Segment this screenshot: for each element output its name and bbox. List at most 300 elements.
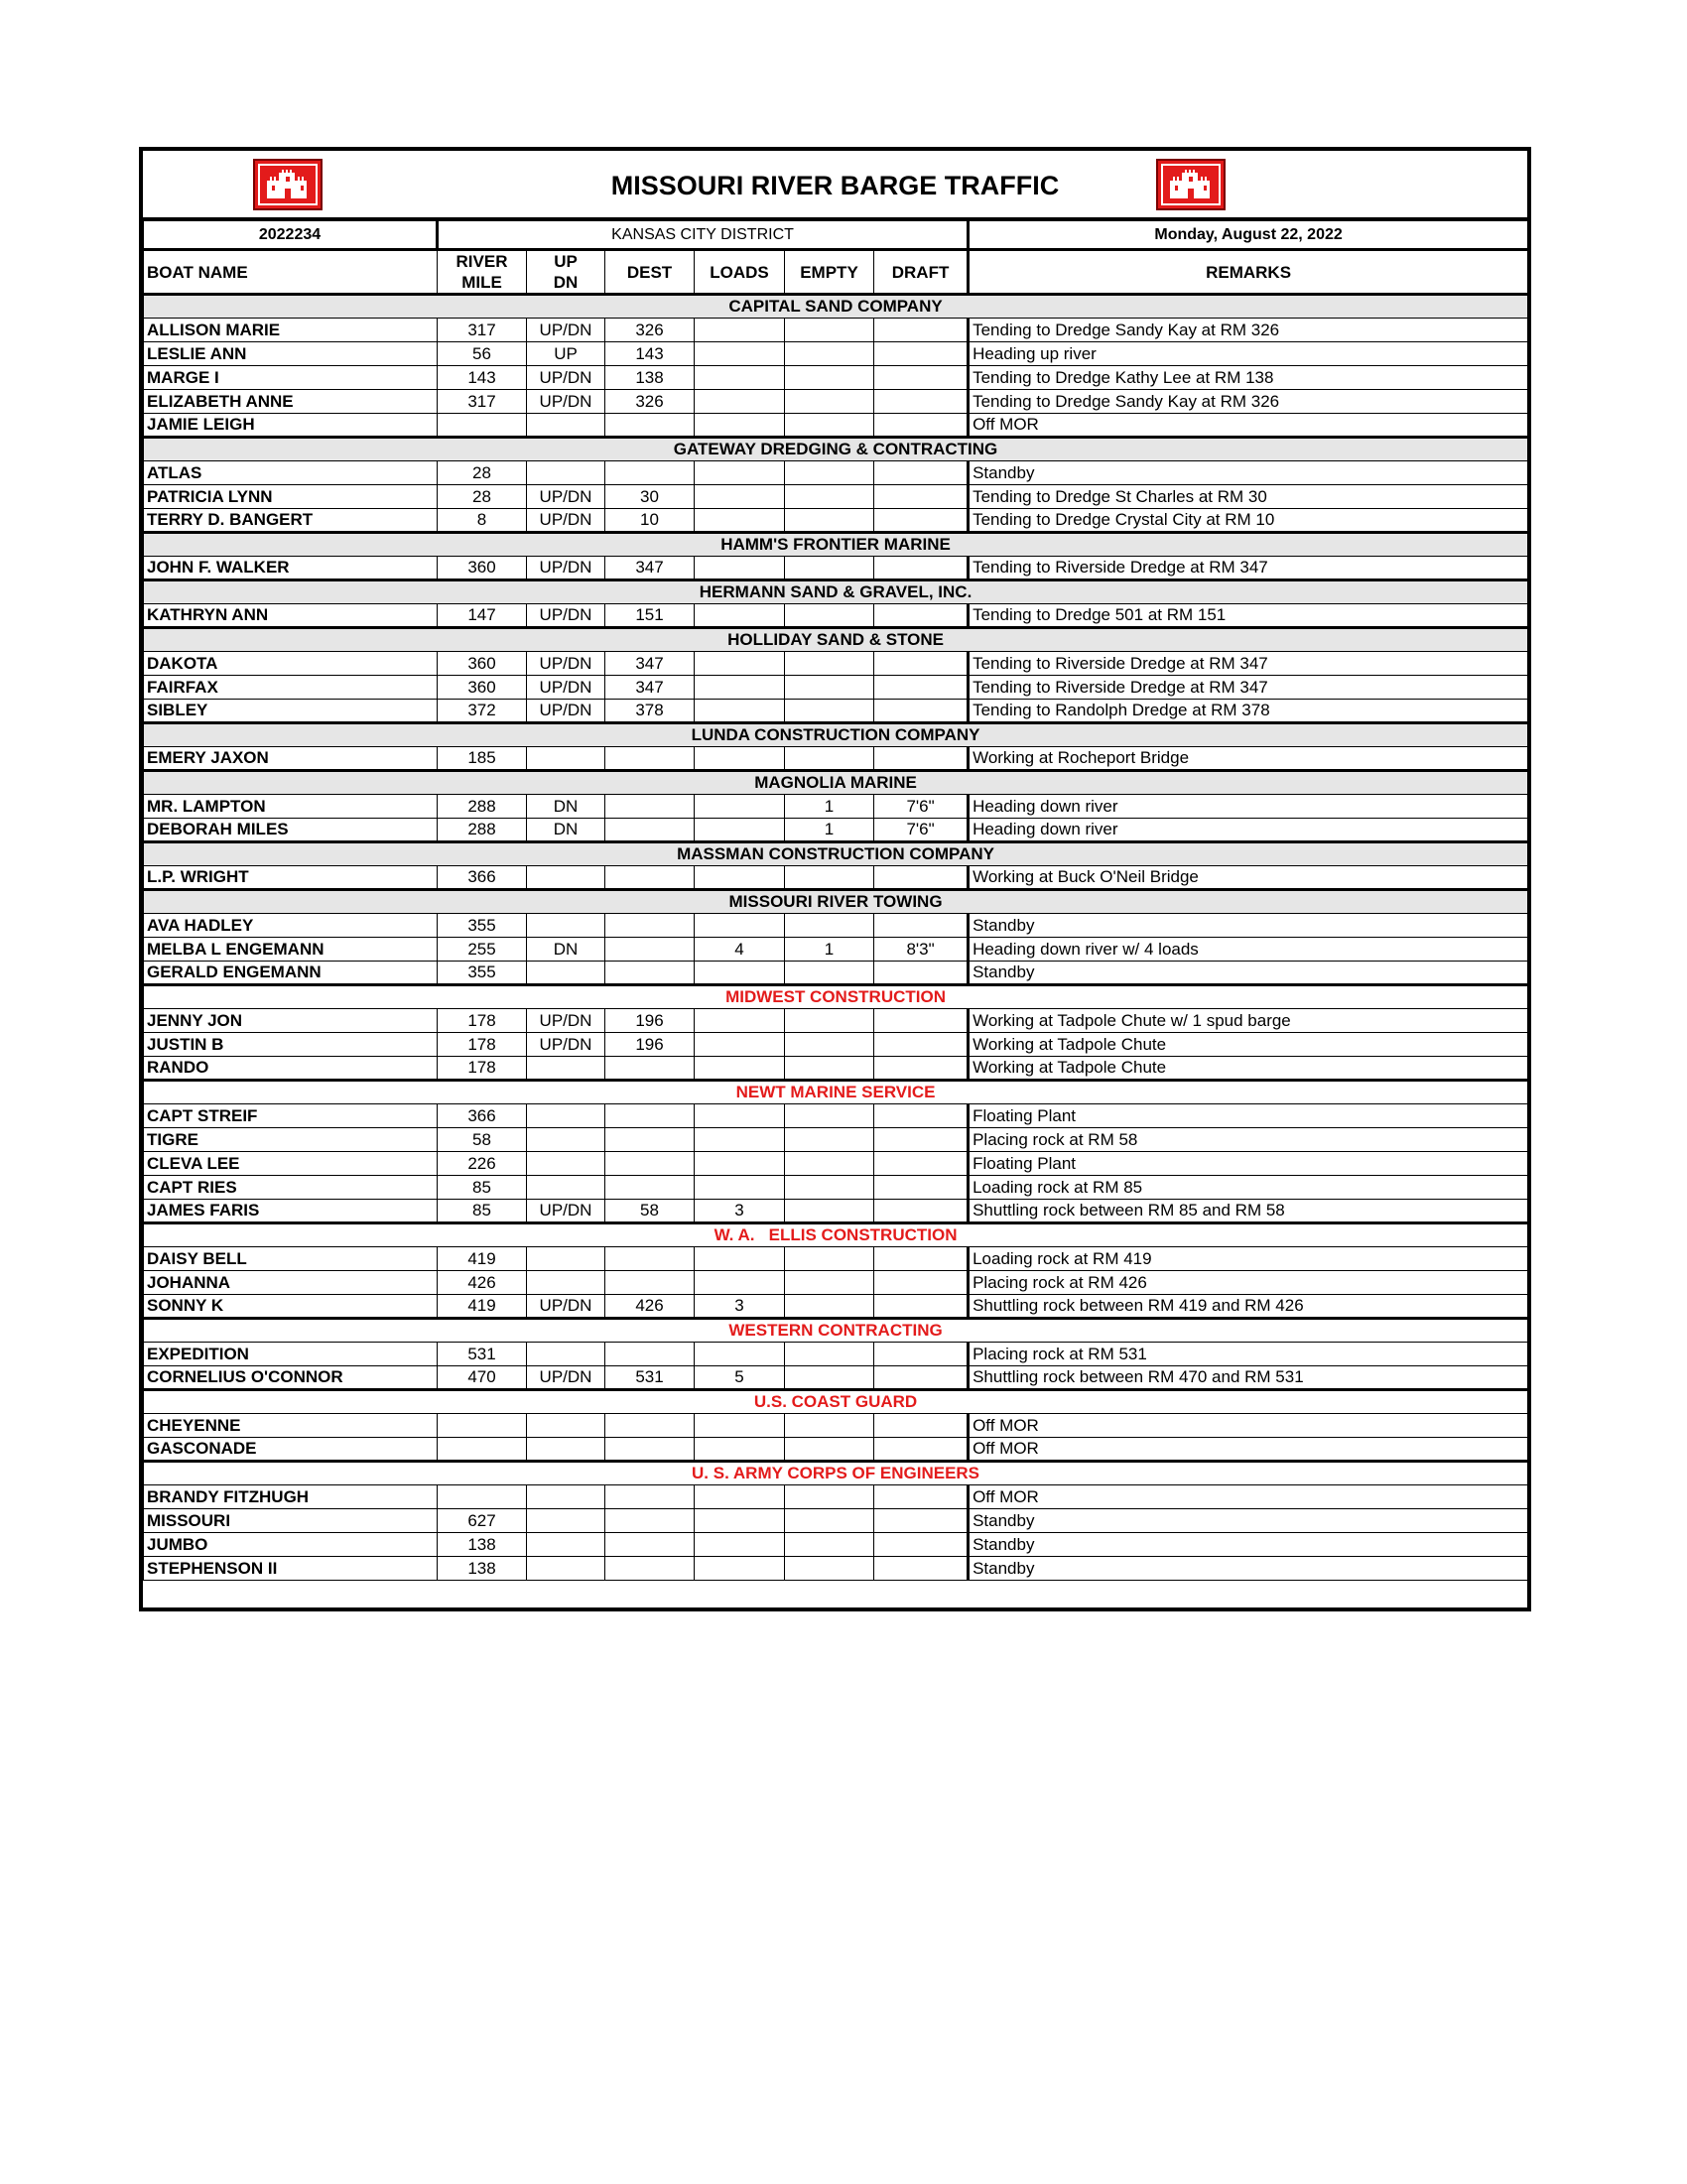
river-mile: 185	[438, 747, 527, 771]
direction: UP/DN	[527, 366, 605, 390]
boat-row	[144, 390, 1528, 414]
direction: UP/DN	[527, 557, 605, 580]
draft	[874, 1295, 969, 1319]
boat-row	[144, 1152, 1528, 1176]
boat-row	[144, 866, 1528, 890]
draft	[874, 1057, 969, 1081]
boat-name: CAPT RIES	[144, 1176, 438, 1200]
boat-row	[144, 461, 1528, 485]
draft: 7'6"	[874, 819, 969, 842]
destination	[605, 1128, 695, 1152]
river-mile	[438, 1485, 527, 1509]
destination: 326	[605, 390, 695, 414]
destination	[605, 1557, 695, 1581]
boat-name: CAPT STREIF	[144, 1104, 438, 1128]
draft	[874, 652, 969, 676]
loads: 5	[695, 1366, 785, 1390]
empty	[785, 866, 874, 890]
empty	[785, 1104, 874, 1128]
company-row	[144, 438, 1528, 461]
boat-row	[144, 795, 1528, 819]
river-mile: 627	[438, 1509, 527, 1533]
direction	[527, 414, 605, 438]
river-mile: 255	[438, 938, 527, 962]
river-mile: 355	[438, 962, 527, 985]
draft	[874, 604, 969, 628]
river-mile: 56	[438, 342, 527, 366]
boat-name: FAIRFAX	[144, 676, 438, 700]
direction: UP/DN	[527, 390, 605, 414]
boat-row	[144, 1414, 1528, 1438]
boat-row	[144, 914, 1528, 938]
empty	[785, 319, 874, 342]
remarks: Standby	[969, 1557, 1528, 1581]
empty	[785, 1247, 874, 1271]
remarks: Tending to Dredge 501 at RM 151	[969, 604, 1528, 628]
remarks: Shuttling rock between RM 419 and RM 426	[969, 1295, 1528, 1319]
river-mile: 426	[438, 1271, 527, 1295]
loads	[695, 700, 785, 723]
destination: 378	[605, 700, 695, 723]
empty	[785, 509, 874, 533]
boat-row	[144, 1247, 1528, 1271]
river-mile: 317	[438, 390, 527, 414]
river-mile: 28	[438, 461, 527, 485]
draft	[874, 1557, 969, 1581]
destination	[605, 819, 695, 842]
remarks: Working at Tadpole Chute w/ 1 spud barge	[969, 1009, 1528, 1033]
company-name: MASSMAN CONSTRUCTION COMPANY	[144, 842, 1528, 866]
remarks: Loading rock at RM 85	[969, 1176, 1528, 1200]
boat-name: JAMIE LEIGH	[144, 414, 438, 438]
empty	[785, 1009, 874, 1033]
loads	[695, 1152, 785, 1176]
river-mile: 8	[438, 509, 527, 533]
barge-traffic-table	[143, 220, 1528, 1581]
loads	[695, 509, 785, 533]
company-name: MIDWEST CONSTRUCTION	[144, 985, 1528, 1009]
loads: 3	[695, 1200, 785, 1223]
river-mile: 317	[438, 319, 527, 342]
loads	[695, 1414, 785, 1438]
boat-row	[144, 604, 1528, 628]
empty	[785, 652, 874, 676]
boat-name: JOHN F. WALKER	[144, 557, 438, 580]
company-row	[144, 533, 1528, 557]
boat-name: CLEVA LEE	[144, 1152, 438, 1176]
boat-row	[144, 1176, 1528, 1200]
loads	[695, 866, 785, 890]
boat-name: AVA HADLEY	[144, 914, 438, 938]
empty	[785, 1557, 874, 1581]
remarks: Heading down river	[969, 795, 1528, 819]
river-mile: 58	[438, 1128, 527, 1152]
company-row	[144, 1462, 1528, 1485]
remarks: Off MOR	[969, 1414, 1528, 1438]
title-bar	[143, 151, 1527, 220]
boat-name: EMERY JAXON	[144, 747, 438, 771]
empty	[785, 414, 874, 438]
river-mile	[438, 1438, 527, 1462]
destination: 326	[605, 319, 695, 342]
empty	[785, 1533, 874, 1557]
empty	[785, 1271, 874, 1295]
destination	[605, 938, 695, 962]
boat-row	[144, 1057, 1528, 1081]
direction	[527, 1176, 605, 1200]
empty	[785, 461, 874, 485]
direction	[527, 1128, 605, 1152]
direction: DN	[527, 938, 605, 962]
river-mile: 178	[438, 1009, 527, 1033]
river-mile	[438, 414, 527, 438]
empty	[785, 914, 874, 938]
empty	[785, 1152, 874, 1176]
direction	[527, 866, 605, 890]
company-row	[144, 1319, 1528, 1343]
river-mile: 138	[438, 1533, 527, 1557]
river-mile: 360	[438, 557, 527, 580]
company-row	[144, 771, 1528, 795]
boat-name: JAMES FARIS	[144, 1200, 438, 1223]
col-remarks: REMARKS	[969, 250, 1528, 295]
remarks: Placing rock at RM 426	[969, 1271, 1528, 1295]
empty	[785, 1438, 874, 1462]
river-mile: 138	[438, 1557, 527, 1581]
empty	[785, 700, 874, 723]
loads	[695, 1438, 785, 1462]
draft	[874, 1271, 969, 1295]
loads	[695, 1343, 785, 1366]
river-mile: 178	[438, 1057, 527, 1081]
boat-row	[144, 1200, 1528, 1223]
destination	[605, 1152, 695, 1176]
remarks: Shuttling rock between RM 85 and RM 58	[969, 1200, 1528, 1223]
loads	[695, 747, 785, 771]
direction	[527, 1557, 605, 1581]
remarks: Tending to Randolph Dredge at RM 378	[969, 700, 1528, 723]
remarks: Loading rock at RM 419	[969, 1247, 1528, 1271]
destination	[605, 461, 695, 485]
loads	[695, 319, 785, 342]
draft	[874, 1247, 969, 1271]
river-mile: 366	[438, 866, 527, 890]
company-name: HAMM'S FRONTIER MARINE	[144, 533, 1528, 557]
empty	[785, 557, 874, 580]
destination: 347	[605, 652, 695, 676]
loads	[695, 1533, 785, 1557]
destination	[605, 1247, 695, 1271]
company-row	[144, 1081, 1528, 1104]
river-mile: 419	[438, 1295, 527, 1319]
direction: DN	[527, 795, 605, 819]
destination: 30	[605, 485, 695, 509]
draft	[874, 1104, 969, 1128]
remarks: Standby	[969, 1509, 1528, 1533]
boat-name: JENNY JON	[144, 1009, 438, 1033]
boat-name: ELIZABETH ANNE	[144, 390, 438, 414]
company-row	[144, 1223, 1528, 1247]
direction: UP/DN	[527, 319, 605, 342]
direction	[527, 1414, 605, 1438]
boat-name: GASCONADE	[144, 1438, 438, 1462]
company-row	[144, 842, 1528, 866]
remarks: Tending to Riverside Dredge at RM 347	[969, 676, 1528, 700]
boat-name: JUMBO	[144, 1533, 438, 1557]
empty	[785, 604, 874, 628]
draft	[874, 1533, 969, 1557]
destination: 196	[605, 1033, 695, 1057]
draft	[874, 557, 969, 580]
company-name: MAGNOLIA MARINE	[144, 771, 1528, 795]
direction	[527, 461, 605, 485]
destination: 58	[605, 1200, 695, 1223]
destination: 138	[605, 366, 695, 390]
boat-row	[144, 652, 1528, 676]
draft	[874, 342, 969, 366]
remarks: Tending to Riverside Dredge at RM 347	[969, 557, 1528, 580]
empty	[785, 1295, 874, 1319]
empty	[785, 366, 874, 390]
company-row	[144, 580, 1528, 604]
draft	[874, 1009, 969, 1033]
boat-row	[144, 819, 1528, 842]
destination	[605, 866, 695, 890]
direction: UP/DN	[527, 485, 605, 509]
boat-name: EXPEDITION	[144, 1343, 438, 1366]
boat-row	[144, 342, 1528, 366]
loads	[695, 557, 785, 580]
draft	[874, 366, 969, 390]
boat-row	[144, 1295, 1528, 1319]
loads	[695, 676, 785, 700]
boat-row	[144, 938, 1528, 962]
empty	[785, 1485, 874, 1509]
destination: 347	[605, 557, 695, 580]
direction: UP/DN	[527, 652, 605, 676]
company-name: NEWT MARINE SERVICE	[144, 1081, 1528, 1104]
remarks: Tending to Dredge Crystal City at RM 10	[969, 509, 1528, 533]
draft	[874, 866, 969, 890]
boat-name: TERRY D. BANGERT	[144, 509, 438, 533]
remarks: Standby	[969, 1533, 1528, 1557]
boat-row	[144, 1485, 1528, 1509]
company-name: LUNDA CONSTRUCTION COMPANY	[144, 723, 1528, 747]
draft	[874, 1152, 969, 1176]
district-name: KANSAS CITY DISTRICT	[438, 221, 969, 250]
destination	[605, 1414, 695, 1438]
loads	[695, 795, 785, 819]
boat-row	[144, 1343, 1528, 1366]
direction	[527, 1485, 605, 1509]
draft	[874, 1033, 969, 1057]
boat-row	[144, 319, 1528, 342]
direction: UP/DN	[527, 676, 605, 700]
destination	[605, 1271, 695, 1295]
report-date: Monday, August 22, 2022	[969, 221, 1528, 250]
draft	[874, 319, 969, 342]
boat-row	[144, 414, 1528, 438]
boat-row	[144, 366, 1528, 390]
loads	[695, 652, 785, 676]
company-name: GATEWAY DREDGING & CONTRACTING	[144, 438, 1528, 461]
draft	[874, 1343, 969, 1366]
company-row	[144, 890, 1528, 914]
destination	[605, 1509, 695, 1533]
boat-name: LESLIE ANN	[144, 342, 438, 366]
remarks: Standby	[969, 914, 1528, 938]
remarks: Off MOR	[969, 414, 1528, 438]
company-row	[144, 628, 1528, 652]
loads: 4	[695, 938, 785, 962]
remarks: Tending to Dredge St Charles at RM 30	[969, 485, 1528, 509]
direction: UP/DN	[527, 509, 605, 533]
boat-name: KATHRYN ANN	[144, 604, 438, 628]
boat-name: PATRICIA LYNN	[144, 485, 438, 509]
boat-row	[144, 747, 1528, 771]
draft	[874, 461, 969, 485]
draft	[874, 390, 969, 414]
loads	[695, 1057, 785, 1081]
empty	[785, 1200, 874, 1223]
river-mile: 366	[438, 1104, 527, 1128]
river-mile: 288	[438, 795, 527, 819]
empty	[785, 1176, 874, 1200]
company-name: HERMANN SAND & GRAVEL, INC.	[144, 580, 1528, 604]
boat-name: SONNY K	[144, 1295, 438, 1319]
river-mile: 226	[438, 1152, 527, 1176]
company-name: U.S. COAST GUARD	[144, 1390, 1528, 1414]
boat-row	[144, 676, 1528, 700]
draft	[874, 1366, 969, 1390]
river-mile: 355	[438, 914, 527, 938]
direction	[527, 1509, 605, 1533]
river-mile	[438, 1414, 527, 1438]
direction: UP/DN	[527, 1033, 605, 1057]
river-mile: 85	[438, 1200, 527, 1223]
report-meta-row	[144, 221, 1528, 250]
draft	[874, 1176, 969, 1200]
col-draft: DRAFT	[874, 250, 969, 295]
boat-name: MISSOURI	[144, 1509, 438, 1533]
remarks: Placing rock at RM 58	[969, 1128, 1528, 1152]
col-river-mile: RIVER MILE	[438, 250, 527, 295]
river-mile: 372	[438, 700, 527, 723]
col-loads: LOADS	[695, 250, 785, 295]
draft	[874, 1200, 969, 1223]
usace-castle-logo-icon	[253, 159, 323, 210]
draft	[874, 509, 969, 533]
report-title: MISSOURI RIVER BARGE TRAFFIC	[610, 171, 1060, 200]
col-boat-name: BOAT NAME	[144, 250, 438, 295]
empty	[785, 676, 874, 700]
empty	[785, 747, 874, 771]
boat-name: CHEYENNE	[144, 1414, 438, 1438]
remarks: Working at Tadpole Chute	[969, 1033, 1528, 1057]
boat-row	[144, 1033, 1528, 1057]
direction: DN	[527, 819, 605, 842]
draft	[874, 485, 969, 509]
loads	[695, 1247, 785, 1271]
boat-row	[144, 700, 1528, 723]
direction	[527, 1152, 605, 1176]
remarks: Floating Plant	[969, 1104, 1528, 1128]
empty	[785, 962, 874, 985]
loads	[695, 962, 785, 985]
boat-name: DAKOTA	[144, 652, 438, 676]
loads: 3	[695, 1295, 785, 1319]
boat-name: MELBA L ENGEMANN	[144, 938, 438, 962]
boat-row	[144, 1509, 1528, 1533]
remarks: Off MOR	[969, 1485, 1528, 1509]
direction	[527, 1104, 605, 1128]
company-name: W. A. ELLIS CONSTRUCTION	[144, 1223, 1528, 1247]
company-name: HOLLIDAY SAND & STONE	[144, 628, 1528, 652]
remarks: Tending to Dredge Sandy Kay at RM 326	[969, 390, 1528, 414]
loads	[695, 342, 785, 366]
empty: 1	[785, 938, 874, 962]
boat-name: BRANDY FITZHUGH	[144, 1485, 438, 1509]
remarks: Shuttling rock between RM 470 and RM 531	[969, 1366, 1528, 1390]
destination: 10	[605, 509, 695, 533]
empty	[785, 342, 874, 366]
boat-row	[144, 509, 1528, 533]
boat-name: SIBLEY	[144, 700, 438, 723]
company-row	[144, 985, 1528, 1009]
direction	[527, 962, 605, 985]
direction: UP	[527, 342, 605, 366]
empty	[785, 1033, 874, 1057]
col-empty: EMPTY	[785, 250, 874, 295]
direction	[527, 1533, 605, 1557]
loads	[695, 366, 785, 390]
destination: 347	[605, 676, 695, 700]
boat-name: STEPHENSON II	[144, 1557, 438, 1581]
destination: 426	[605, 1295, 695, 1319]
draft	[874, 700, 969, 723]
usace-castle-logo-icon	[1156, 159, 1226, 210]
col-dest: DEST	[605, 250, 695, 295]
river-mile: 178	[438, 1033, 527, 1057]
destination	[605, 1057, 695, 1081]
company-name: U. S. ARMY CORPS OF ENGINEERS	[144, 1462, 1528, 1485]
draft	[874, 747, 969, 771]
remarks: Working at Rocheport Bridge	[969, 747, 1528, 771]
loads	[695, 914, 785, 938]
company-name: MISSOURI RIVER TOWING	[144, 890, 1528, 914]
barge-traffic-report	[139, 147, 1531, 1611]
boat-name: GERALD ENGEMANN	[144, 962, 438, 985]
destination	[605, 747, 695, 771]
direction: UP/DN	[527, 1366, 605, 1390]
empty	[785, 485, 874, 509]
river-mile: 143	[438, 366, 527, 390]
empty: 1	[785, 795, 874, 819]
remarks: Placing rock at RM 531	[969, 1343, 1528, 1366]
loads	[695, 390, 785, 414]
loads	[695, 1128, 785, 1152]
destination	[605, 795, 695, 819]
boat-row	[144, 1438, 1528, 1462]
boat-row	[144, 1533, 1528, 1557]
boat-row	[144, 1271, 1528, 1295]
river-mile: 288	[438, 819, 527, 842]
river-mile: 85	[438, 1176, 527, 1200]
boat-row	[144, 1104, 1528, 1128]
remarks: Standby	[969, 962, 1528, 985]
boat-name: JOHANNA	[144, 1271, 438, 1295]
remarks: Tending to Dredge Kathy Lee at RM 138	[969, 366, 1528, 390]
